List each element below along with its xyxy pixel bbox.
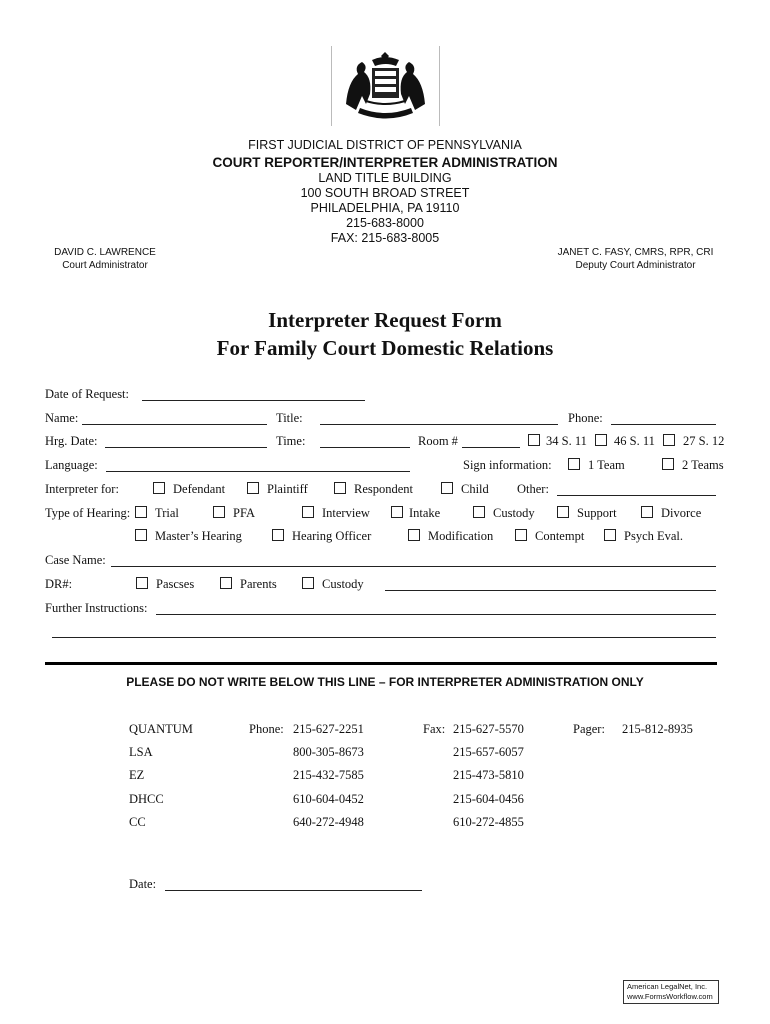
room-46-s-11-checkbox[interactable] — [595, 434, 607, 446]
room-label: Room # — [418, 434, 458, 448]
seal-frame — [331, 46, 440, 126]
room-27-s-12-checkbox[interactable] — [663, 434, 675, 446]
footer-website[interactable]: www.FormsWorkflow.com — [627, 992, 713, 1001]
header-fax: FAX: 215-683-8005 — [330, 231, 440, 245]
hearing-date-field[interactable] — [105, 447, 267, 448]
title-field[interactable] — [320, 424, 558, 425]
district-name: FIRST JUDICIAL DISTRICT OF PENNSYLVANIA — [248, 138, 522, 152]
sign-2-teams-checkbox[interactable] — [662, 458, 674, 470]
street-address: 100 SOUTH BROAD STREET — [300, 186, 470, 200]
dr-custody-label: Custody — [322, 577, 364, 591]
plaintiff-label: Plaintiff — [267, 482, 308, 496]
trial-label: Trial — [155, 506, 179, 520]
form-title: Interpreter Request Form — [268, 308, 502, 332]
name-field[interactable] — [82, 424, 267, 425]
pfa-checkbox[interactable] — [213, 506, 225, 518]
case-name-field[interactable] — [111, 566, 716, 567]
intake-label: Intake — [409, 506, 441, 520]
plaintiff-checkbox[interactable] — [247, 482, 259, 494]
admin-only-notice: PLEASE DO NOT WRITE BELOW THIS LINE – FOR INTERPRETER ADMINISTRATION ONLY — [126, 675, 644, 689]
time-label: Time: — [276, 434, 306, 448]
pfa-label: PFA — [233, 506, 256, 520]
agency-fax: 610-272-4855 — [453, 815, 524, 829]
dr-number-label: DR#: — [45, 577, 73, 591]
psych-eval-checkbox[interactable] — [604, 529, 616, 541]
agency-fax: 215-473-5810 — [453, 768, 524, 782]
case-name-label: Case Name: — [45, 553, 106, 567]
parents-label: Parents — [240, 577, 277, 591]
further-instructions-field-line-2[interactable] — [52, 637, 716, 638]
intake-checkbox[interactable] — [391, 506, 403, 518]
dr-custody-checkbox[interactable] — [302, 577, 314, 589]
footer-credit — [623, 980, 719, 1004]
name-label: Name: — [45, 411, 79, 425]
agency-phone: 215-432-7585 — [293, 768, 364, 782]
agency-phone: 640-272-4948 — [293, 815, 364, 829]
sign-information-label: Sign information: — [463, 458, 552, 472]
administration-name: COURT REPORTER/INTERPRETER ADMINISTRATION — [212, 155, 558, 170]
other-label: Other: — [517, 482, 549, 496]
agency-name: DHCC — [129, 792, 164, 806]
language-field[interactable] — [106, 471, 410, 472]
agency-fax: 215-604-0456 — [453, 792, 524, 806]
defendant-label: Defendant — [173, 482, 226, 496]
pascses-label: Pascses — [156, 577, 195, 591]
city-address: PHILADELPHIA, PA 19110 — [310, 201, 460, 215]
dr-number-field[interactable] — [385, 590, 716, 591]
child-checkbox[interactable] — [441, 482, 453, 494]
agency-fax-label: Fax: — [423, 722, 446, 736]
agency-pager: 215-812-8935 — [622, 722, 693, 736]
sign-1-team-checkbox[interactable] — [568, 458, 580, 470]
defendant-checkbox[interactable] — [153, 482, 165, 494]
title-label: Title: — [276, 411, 303, 425]
agency-fax: 215-627-5570 — [453, 722, 524, 736]
admin-date-field[interactable] — [165, 890, 422, 891]
respondent-label: Respondent — [354, 482, 414, 496]
sign-1-team-label: 1 Team — [588, 458, 625, 472]
date-of-request-label: Date of Request: — [45, 387, 130, 401]
language-label: Language: — [45, 458, 98, 472]
parents-checkbox[interactable] — [220, 577, 232, 589]
room-27-s-12-label: 27 S. 12 — [683, 434, 725, 448]
respondent-checkbox[interactable] — [334, 482, 346, 494]
room-34-s-11-checkbox[interactable] — [528, 434, 540, 446]
phone-label: Phone: — [568, 411, 603, 425]
hearing-officer-label: Hearing Officer — [292, 529, 372, 543]
support-checkbox[interactable] — [557, 506, 569, 518]
other-field[interactable] — [557, 495, 716, 496]
further-instructions-field[interactable] — [156, 614, 716, 615]
deputy-administrator-title: Deputy Court Administrator — [575, 260, 696, 271]
time-field[interactable] — [320, 447, 410, 448]
agency-pager-label: Pager: — [573, 722, 605, 736]
court-administrator-name: DAVID C. LAWRENCE — [54, 247, 156, 258]
room-field[interactable] — [462, 447, 520, 448]
date-of-request-field[interactable] — [142, 400, 365, 401]
hearing-date-label: Hrg. Date: — [45, 434, 98, 448]
agency-phone: 215-627-2251 — [293, 722, 364, 736]
interview-label: Interview — [322, 506, 370, 520]
agency-name: CC — [129, 815, 146, 829]
divorce-checkbox[interactable] — [641, 506, 653, 518]
agency-name: EZ — [129, 768, 145, 782]
agency-phone: 800-305-8673 — [293, 745, 364, 759]
interpreter-for-label: Interpreter for: — [45, 482, 119, 496]
header-phone: 215-683-8000 — [346, 216, 424, 230]
masters-hearing-checkbox[interactable] — [135, 529, 147, 541]
custody-label: Custody — [493, 506, 535, 520]
agency-name: LSA — [129, 745, 153, 759]
footer-company: American LegalNet, Inc. — [627, 982, 708, 991]
deputy-administrator-name: JANET C. FASY, CMRS, RPR, CRI — [557, 247, 714, 258]
trial-checkbox[interactable] — [135, 506, 147, 518]
agency-name: QUANTUM — [129, 722, 193, 736]
child-label: Child — [461, 482, 489, 496]
phone-field[interactable] — [611, 424, 716, 425]
contempt-label: Contempt — [535, 529, 585, 543]
modification-checkbox[interactable] — [408, 529, 420, 541]
modification-label: Modification — [428, 529, 494, 543]
masters-hearing-label: Master’s Hearing — [155, 529, 242, 543]
section-divider — [45, 662, 717, 665]
form-subtitle: For Family Court Domestic Relations — [216, 336, 554, 360]
support-label: Support — [577, 506, 617, 520]
agency-phone-label: Phone: — [249, 722, 284, 736]
sign-2-teams-label: 2 Teams — [682, 458, 724, 472]
psych-eval-label: Psych Eval. — [624, 529, 684, 543]
admin-date-label: Date: — [129, 877, 157, 891]
divorce-label: Divorce — [661, 506, 702, 520]
contempt-checkbox[interactable] — [515, 529, 527, 541]
agency-fax: 215-657-6057 — [453, 745, 524, 759]
further-instructions-label: Further Instructions: — [45, 601, 148, 615]
court-administrator-title: Court Administrator — [62, 260, 148, 271]
hearing-officer-checkbox[interactable] — [272, 529, 284, 541]
interview-checkbox[interactable] — [302, 506, 314, 518]
agency-phone: 610-604-0452 — [293, 792, 364, 806]
room-34-s-11-label: 34 S. 11 — [546, 434, 587, 448]
building-name: LAND TITLE BUILDING — [318, 171, 452, 185]
pennsylvania-seal-icon — [332, 46, 439, 126]
pascses-checkbox[interactable] — [136, 577, 148, 589]
room-46-s-11-label: 46 S. 11 — [614, 434, 655, 448]
custody-checkbox[interactable] — [473, 506, 485, 518]
type-of-hearing-label: Type of Hearing: — [45, 506, 131, 520]
